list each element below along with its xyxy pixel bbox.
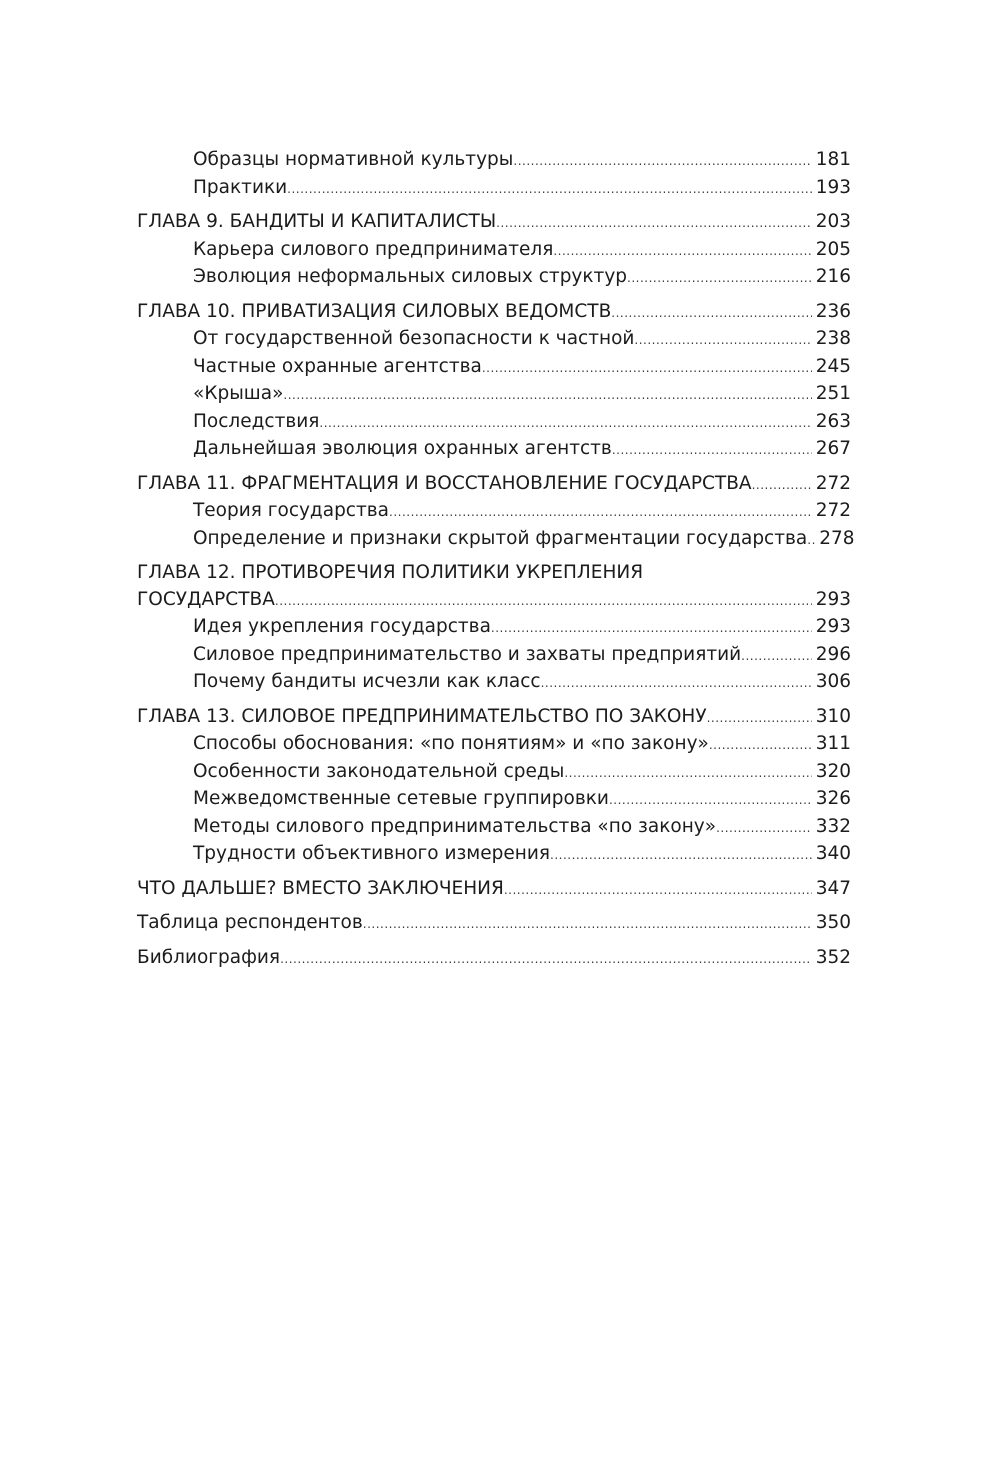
toc-entry [137, 381, 851, 409]
toc-entry-page: 236 [815, 300, 851, 322]
dot-leader [389, 499, 812, 526]
toc-entry [137, 175, 851, 203]
dot-leader [707, 705, 812, 732]
toc-entry [137, 498, 851, 526]
dot-leader [513, 148, 811, 175]
toc-entry-page: 296 [815, 643, 851, 665]
toc-entry-title: Трудности объективного измерения [193, 843, 551, 864]
dot-leader [287, 176, 812, 203]
toc-entry-page: 352 [815, 946, 851, 968]
toc-entry-page: 293 [815, 616, 851, 637]
toc-entry [137, 326, 851, 354]
toc-entry-page: 193 [815, 176, 851, 198]
dot-leader [283, 382, 811, 409]
toc-chapter-title: Таблица респондентов [137, 912, 363, 933]
toc-chapter-entry [137, 876, 851, 904]
toc-entry-title: «Крыша» [193, 383, 284, 404]
toc-entry-page: 203 [815, 211, 851, 232]
toc-entry [137, 642, 851, 670]
toc-chapter-entry [137, 471, 851, 499]
toc-chapter-title: Библиография [137, 946, 281, 968]
toc-entry [137, 409, 851, 437]
toc-chapter-title: ГОСУДАРСТВА [137, 588, 275, 610]
toc-entry-title: Дальнейшая эволюция охранных агентств [193, 438, 612, 459]
dot-leader [627, 265, 812, 292]
toc-entry-page: 311 [815, 733, 851, 754]
dot-leader [752, 472, 812, 499]
toc-entry-title: Силовое предпринимательство и захваты предприятий [193, 643, 742, 665]
dot-leader [612, 437, 812, 464]
dot-leader [504, 877, 812, 904]
toc-entry-page: 278 [819, 527, 855, 549]
toc-entry-title: От государственной безопасности к частной [193, 328, 635, 349]
dot-leader [611, 300, 811, 327]
toc-chapter-entry [137, 209, 851, 237]
dot-leader [275, 588, 812, 615]
toc-entry [137, 841, 851, 869]
dot-leader [496, 210, 812, 237]
dot-leader [741, 643, 812, 670]
toc-entry-title: Способы обоснования: «по понятиям» и «по закону» [193, 733, 709, 754]
toc-entry-page: 332 [815, 815, 851, 837]
toc-entry-page: 267 [815, 438, 851, 459]
toc-entry [137, 759, 851, 787]
toc-entry-title: Определение и признаки скрытой фрагментации государства [193, 527, 808, 549]
dot-leader [609, 787, 812, 814]
toc-entry [137, 354, 851, 382]
toc-entry-title: Методы силового предпринимательства «по закону» [193, 815, 717, 837]
toc-entry [137, 526, 855, 554]
toc-entry [137, 436, 851, 464]
dot-leader [319, 410, 811, 437]
toc-entry-page: 340 [815, 843, 851, 864]
table-of-contents [137, 147, 855, 972]
toc-chapter-title: ЧТО ДАЛЬШЕ? ВМЕСТО ЗАКЛЮЧЕНИЯ [137, 877, 504, 899]
toc-chapter-entry [137, 704, 851, 732]
dot-leader [491, 615, 812, 642]
toc-entry [137, 786, 851, 814]
dot-leader [807, 527, 815, 554]
toc-entry [137, 264, 851, 292]
toc-entry [137, 669, 851, 697]
toc-entry-title: Теория государства [193, 500, 389, 521]
toc-chapter-title: ГЛАВА 13. СИЛОВОЕ ПРЕДПРИНИМАТЕЛЬСТВО ПО ЗАКОНУ [137, 705, 707, 727]
dot-leader [716, 815, 812, 842]
dot-leader [541, 670, 812, 697]
dot-leader [553, 238, 811, 265]
toc-entry-page: 205 [815, 238, 851, 260]
toc-entry [137, 147, 851, 175]
toc-chapter-title: ГЛАВА 11. ФРАГМЕНТАЦИЯ И ВОССТАНОВЛЕНИЕ ГОСУДАРСТВА [137, 472, 752, 494]
toc-entry-page: 306 [815, 671, 851, 692]
toc-entry-page: 347 [815, 877, 851, 899]
toc-entry-page: 263 [815, 410, 851, 432]
toc-entry-page: 181 [815, 149, 851, 170]
toc-entry-page: 320 [815, 760, 851, 782]
toc-entry [137, 237, 851, 265]
toc-entry-title: Идея укрепления государства [193, 616, 491, 637]
toc-entry-title: Последствия [193, 410, 320, 432]
dot-leader [709, 732, 812, 759]
toc-chapter-title: ГЛАВА 10. ПРИВАТИЗАЦИЯ СИЛОВЫХ ВЕДОМСТВ [137, 300, 612, 322]
toc-entry-title: Почему бандиты исчезли как класс [193, 671, 541, 692]
toc-chapter-entry [137, 587, 851, 615]
toc-entry-page: 238 [815, 328, 851, 349]
toc-entry-title: Практики [193, 176, 288, 198]
dot-leader [280, 946, 812, 973]
toc-entry-page: 272 [815, 472, 851, 494]
toc-entry [137, 731, 851, 759]
dot-leader [482, 355, 812, 382]
dot-leader [634, 327, 811, 354]
toc-entry-page: 216 [815, 266, 851, 287]
dot-leader [564, 760, 811, 787]
toc-entry-title: Эволюция неформальных силовых структур [193, 266, 628, 287]
toc-entry-page: 326 [815, 788, 851, 809]
toc-entry-title: Частные охранные агентства [193, 355, 482, 377]
toc-entry-page: 293 [815, 588, 851, 610]
toc-entry-page: 310 [815, 705, 851, 727]
toc-chapter-entry [137, 299, 851, 327]
toc-entry-page: 350 [815, 912, 851, 933]
toc-entry-page: 251 [815, 383, 851, 404]
toc-entry-title: Особенности законодательной среды [193, 760, 565, 782]
toc-chapter-title: ГЛАВА 9. БАНДИТЫ И КАПИТАЛИСТЫ [137, 211, 497, 232]
toc-chapter-entry [137, 945, 851, 973]
toc-entry-title: Межведомственные сетевые группировки [193, 788, 609, 809]
toc-entry-title: Карьера силового предпринимателя [193, 238, 554, 260]
toc-entry-page: 245 [815, 355, 851, 377]
toc-chapter-title-line: ГЛАВА 12. ПРОТИВОРЕЧИЯ ПОЛИТИКИ УКРЕПЛЕНИЯ [137, 562, 644, 583]
toc-entry [137, 614, 851, 642]
toc-entry-page: 272 [815, 500, 851, 521]
toc-chapter-entry [137, 910, 851, 938]
toc-entry-title: Образцы нормативной культуры [193, 149, 514, 170]
dot-leader [550, 842, 812, 869]
toc-entry [137, 814, 851, 842]
dot-leader [363, 911, 812, 938]
